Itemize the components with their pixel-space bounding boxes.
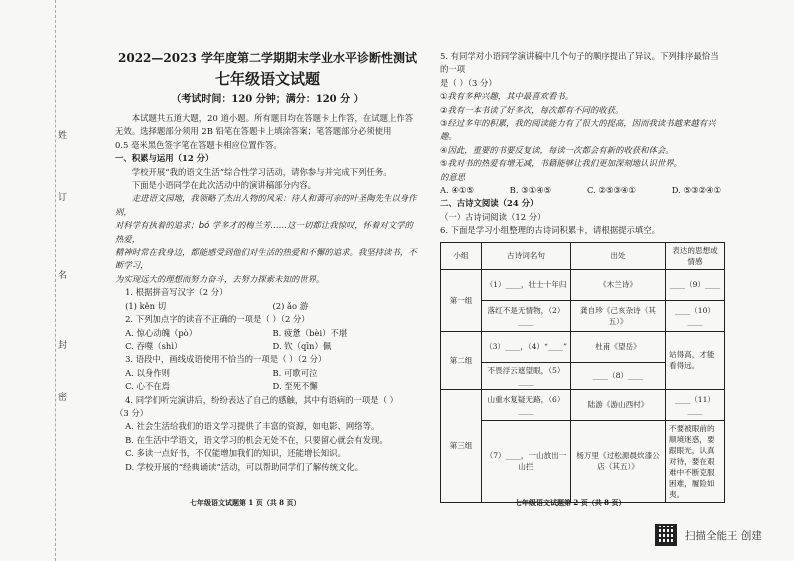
cell-line[interactable]: （3）____，（4）“____”: [482, 331, 571, 362]
header-group: 小组: [441, 242, 482, 269]
group-3-label: 第三组: [441, 389, 482, 502]
cell-source: 龚自珍《己亥杂诗（其五）》: [571, 300, 666, 331]
cell-emotion[interactable]: ____（11）____: [666, 389, 725, 420]
right-page: [440, 50, 725, 503]
q2-option-d: D. 钦（qīn）佩: [272, 340, 332, 351]
cell-emotion[interactable]: ____（10）____: [666, 300, 725, 331]
cell-line[interactable]: 不畏浮云遮望眼，（5）____: [482, 362, 571, 389]
q1-blank-b: (2) ǎo 游: [272, 300, 309, 311]
task-text: 学校开展“我的语文生活”综合性学习活动，请你参与并完成下列任务。: [131, 166, 392, 177]
q4-option-d: D. 学校开展的“经典诵读”活动，可以帮助同学们了解传统文化。: [125, 461, 364, 472]
q5-option-a: A. ④①⑤: [440, 185, 474, 196]
q4-option-a: A. 社会生活给我们的语文学习提供了丰富的资源，如电影、网络等。: [125, 421, 380, 432]
cell-line[interactable]: （7）____，一山放出一山拦: [482, 420, 571, 502]
cell-source: 杜甫《望岳》: [571, 331, 666, 362]
page-footer-2: 七年级语文试题第 2 页（共 8 页）: [515, 498, 626, 507]
question-1-blanks: [115, 300, 420, 313]
page-footer-1: 七年级语文试题第 1 页（共 8 页）: [190, 498, 301, 507]
cell-source[interactable]: ____（8）____: [571, 362, 666, 389]
binding-label-3: 名: [58, 271, 68, 281]
sentence-5: ⑤我对书的热爱有增无减，书籍能够让我们更加深刻地认识世界。: [440, 158, 683, 169]
poetry-table: [440, 242, 725, 503]
cell-line[interactable]: 落红不是无情物，（2）____: [482, 300, 571, 331]
section-1-heading: 一、积累与运用（12 分）: [115, 153, 214, 164]
task-text-2: 下面是小语同学在此次活动中的演讲稿部分内容。: [131, 180, 317, 191]
binding-label-1: 姓: [58, 131, 68, 141]
intro-text: 本试题共五道大题，20 道小题。所有题目均在答题卡上作答，在试题上作答无效。选择题部分须用 2B 铅笔在答题卡上填涂答案；笔答题部分必须使用: [115, 113, 414, 137]
left-page: [115, 50, 420, 474]
q3-option-b: B. 可歌可泣: [272, 367, 318, 378]
cell-emotion: 站得高，才能看得远。: [666, 331, 725, 389]
cell-source: 《木兰诗》: [571, 269, 666, 300]
subsection-heading: （一）古诗词阅读（12 分）: [440, 211, 546, 222]
scanner-watermark: [655, 524, 762, 546]
q2-option-b: B. 疲惫（bèi）不堪: [272, 327, 348, 338]
question-3: 3. 语段中，画线成语使用不恰当的一项是（ ）（2 分）: [125, 354, 327, 365]
table-row: [441, 331, 725, 362]
q3-option-a: A. 以身作则: [125, 367, 170, 378]
table-row: [441, 269, 725, 300]
section-2-heading: 二、古诗文阅读（24 分）: [440, 198, 539, 209]
binding-label-4: 封: [58, 341, 68, 351]
cell-emotion: 不要被眼前的顺境迷惑，要跟眼光，认真对待，要在艰难中不断克服困难，履险如夷。: [666, 420, 725, 502]
table-row: [441, 300, 725, 331]
sentence-4: ④因此，重要的书要反复读，每读一次都会有新的收获和体会。: [440, 144, 674, 155]
binding-label-5: 密: [58, 393, 68, 403]
q4-option-b: B. 在生活中学语文，语文学习的机会无处不在，只要留心就会有发现。: [125, 434, 388, 445]
binding-line: [55, 0, 57, 561]
binding-label-2: 订: [58, 193, 68, 203]
header-line: 古诗词名句: [482, 242, 571, 269]
question-6: 6. 下面是学习小组整理的古诗词积累卡，请根据提示填空。: [440, 225, 661, 236]
question-5-options: [440, 184, 725, 197]
cell-emotion[interactable]: ____（9）____: [666, 269, 725, 300]
speech-line-3: 精神时常在我身边，都能感受到他们对生活的热爱和不懈的追求。我坚持读书，不断学习，: [115, 247, 417, 271]
cell-source: 杨万里《过松源晨炊漆公店（其五）》: [571, 420, 666, 502]
q2-option-c: C. 吞噬（shì）: [125, 340, 183, 351]
q4-option-c: C. 多读一点好书，不仅能增加我们的知识，还能增长知识。: [125, 448, 346, 459]
cell-line[interactable]: （1）____，壮士十年归: [482, 269, 571, 300]
question-5: 5. 有同学对小语同学演讲稿中几个句子的顺序提出了异议。下列排序最恰当的一项: [440, 51, 719, 75]
speech-line-4: 为实现远大的理想而努力奋斗，去努力探索未知的世界。: [115, 273, 325, 284]
q5-option-b: B. ③①④⑤: [509, 185, 552, 196]
question-4-score: （3 分）: [115, 407, 149, 418]
speech-line-2: 对科学有执着的追求；bó 学多才的梅兰芳……这一切都让我惊叹，怀着对文学的热爱，: [115, 220, 413, 244]
exam-info: （考试时间：120 分钟；满分：120 分 ）: [171, 94, 364, 105]
table-header-row: [441, 242, 725, 269]
exam-title-line2: 七年级语文试题: [214, 70, 320, 88]
exam-title-line1: 2022—2023 学年度第二学期期末学业水平诊断性测试: [118, 51, 417, 65]
watermark-text: 扫描全能王 创建: [685, 529, 762, 542]
table-row: [441, 389, 725, 420]
sentence-2: ②我有一本书读了好多次，每次都有不同的收获。: [440, 104, 624, 115]
sentence-1: ①我有多种兴趣，其中最喜欢看书。: [440, 91, 574, 102]
header-emotion: 表达的思想或情感: [666, 242, 725, 269]
question-4: 4. 同学们听完演讲后，纷纷表达了自己的感触，其中有语病的一项是（ ）: [125, 394, 399, 405]
question-2-options-row1: [115, 327, 420, 340]
q3-option-d: D. 至死不懈: [272, 381, 318, 392]
q5-option-d: D. ⑤③②④①: [671, 185, 721, 196]
q2-option-a: A. 惊心动魄（pò）: [125, 327, 198, 338]
question-3-options-row2: [115, 380, 420, 393]
table-row: [441, 420, 725, 502]
q3-option-c: C. 心不在焉: [125, 381, 171, 392]
group-1-label: 第一组: [441, 269, 482, 331]
question-5-line2: 是（ ）（3 分）: [440, 77, 497, 88]
intro-text-2: 0.5 毫米黑色签字笔在答题卡相应位置作答。: [115, 139, 282, 150]
sentence-3: ③经过多年的积累，我的阅读能力有了很大的提高，因而我读书越来越有兴趣。: [440, 118, 716, 142]
cell-source: 陆游《游山西村》: [571, 389, 666, 420]
speech-line-1: 走进语文园地，我领略了杰出人物的风采：待人和蔼可亲的叶圣陶先生以身作则，: [115, 193, 417, 217]
question-3-options-row1: [115, 367, 420, 380]
question-2: 2. 下列加点字的读音不正确的一项是（ ）（2 分）: [125, 314, 310, 325]
q5-option-c: C. ②⑤③④①: [586, 185, 636, 196]
question-1: 1. 根据拼音写汉字（2 分）: [125, 287, 228, 298]
q1-blank-a: (1) kěn 切: [125, 300, 167, 311]
header-source: 出处: [571, 242, 666, 269]
group-2-label: 第二组: [441, 331, 482, 389]
sentence-5-cont: 的意思: [440, 171, 466, 182]
cell-line[interactable]: 山重水复疑无路，（6）____: [482, 389, 571, 420]
question-2-options-row2: [115, 340, 420, 353]
qr-code-icon: [655, 524, 677, 546]
